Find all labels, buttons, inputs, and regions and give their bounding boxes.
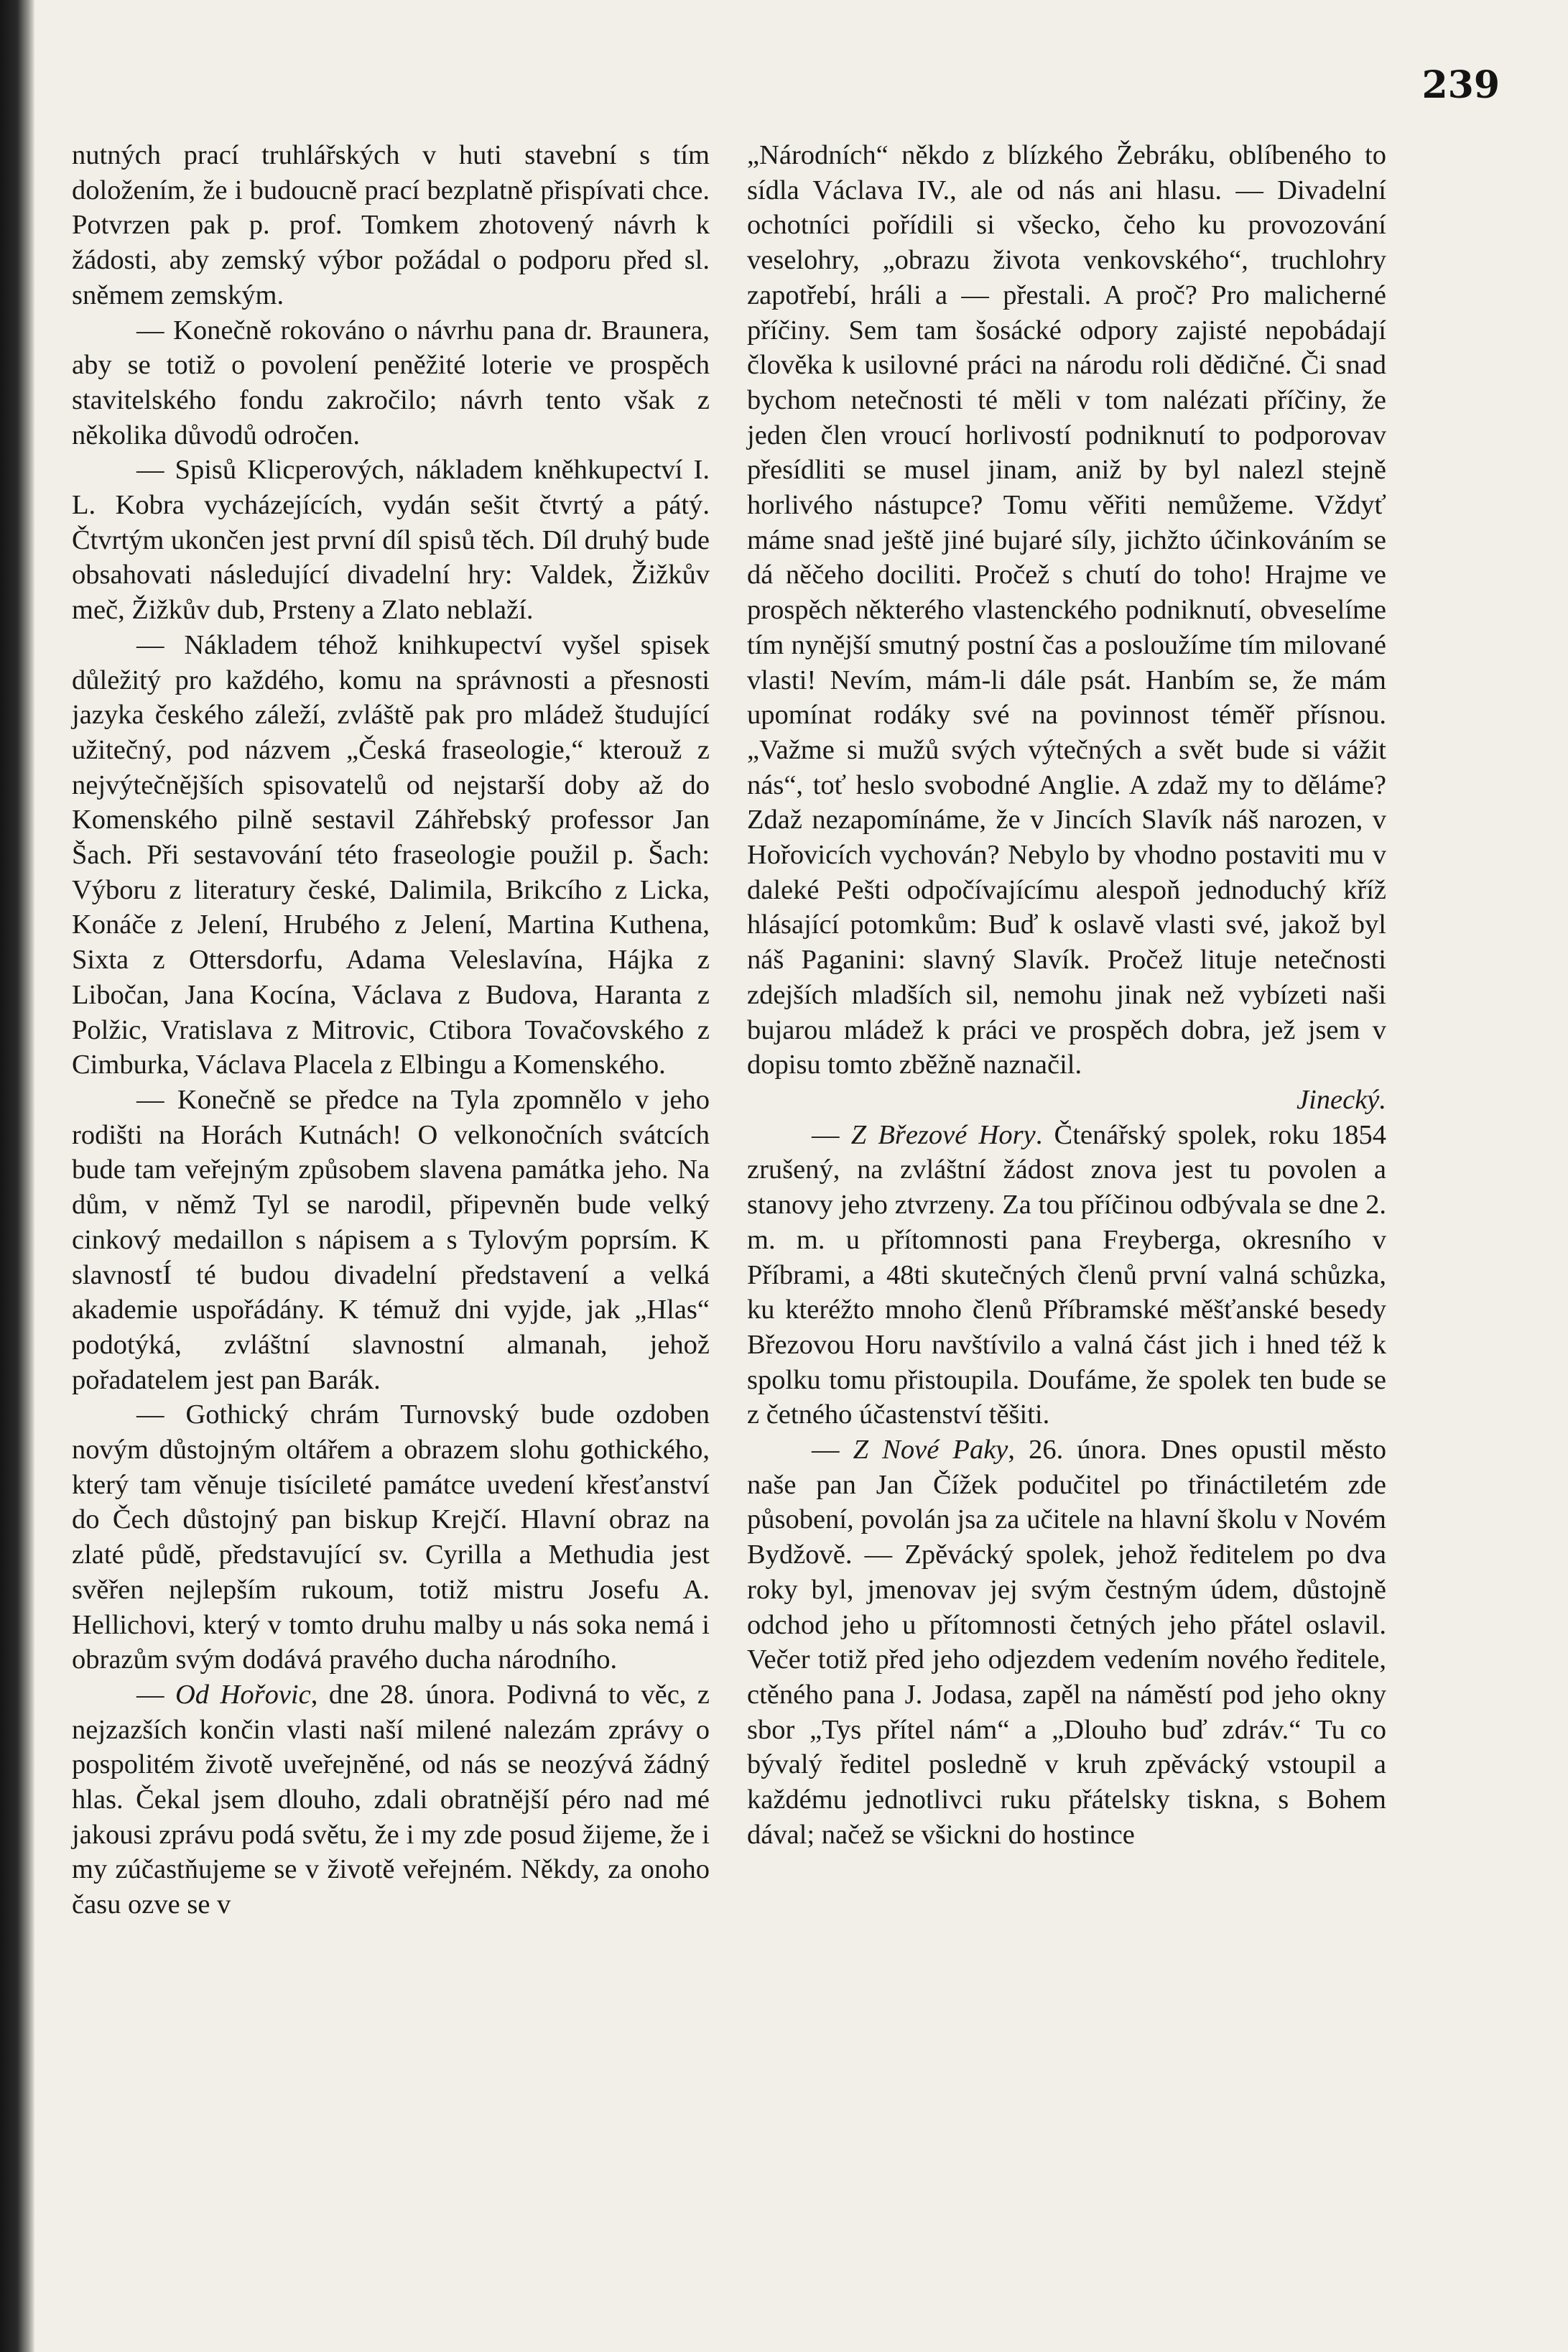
signature: Jinecký.	[1296, 1084, 1386, 1115]
paragraph: — Gothický chrám Turnovský bude ozdoben novým důstojným oltářem a obrazem slohu gothického, který tam věnuje tisícileté památce uvedení křesťanství do Čech důstojný pan biskup Krejčí. Hlavní obraz na zlaté půdě, představující sv. Cyrilla a Methudia jest svěřen nejlepším rukoum, totiž mistru Josefu A. Hellichovi, který v tomto druhu malby u nás soka nemá i obrazům svým dodává pravého ducha národního.	[72, 1399, 710, 1675]
paragraph: — Spisů Klicperových, nákladem kněhkupectví I. L. Kobra vycházejících, vydán sešit čtvrtý a pátý. Čtvrtým ukončen jest první díl spisů těch. Díl druhý bude obsahovati následující divadelní hry: Valdek, Žižkův meč, Žižkův dub, Prsteny a Zlato neblaží.	[72, 455, 710, 626]
paragraph: — Konečně se předce na Tyla zpomnělo v jeho rodišti na Horách Kutnách! O velkonočních svátcích bude tam veřejným způsobem slavena památka jeho. Na dům, v němž Tyl se narodil, připevněn bude velký cinkový medaillon s nápisem a s Tylovým poprsím. K slavnostÍ té budou divadelní představení a velká akademie uspořádány. K témuž dni vyjde, jak „Hlas“ podotýká, zvláštní slavnostní almanah, jehož pořadatelem jest pan Barák.	[72, 1084, 710, 1395]
place-name: Z Nové Paky	[853, 1435, 1008, 1466]
paragraph-body: , dne 28. února. Podivná to věc, z nejzazších končin vlasti naší milené nalezám zprávy o pospolitém životě uveřejněné, od nás se neozývá žádný hlas. Čekal jsem dlouho, zdali obratnější péro nad mé jakousi zprávu podá světu, že i my zde posud žijeme, že i my zúčastňujeme se v životě veřejném. Někdy, za onoho času ozve se v	[72, 1679, 710, 1920]
place-name: Z Březové Hory	[850, 1119, 1036, 1150]
paragraph-horovice	[72, 1677, 710, 1922]
place-name: Od Hořovic	[175, 1679, 311, 1710]
paragraph: „Národních“ někdo z blízkého Žebráku, oblíbeného to sídla Václava IV., ale od nás ani hlasu. — Divadelní ochotníci pořídili si všecko, čeho ku provozování veselohry, „obrazu života venkovského“, truchlohry zapotřebí, hráli a — přestali. A proč? Pro malicherné příčiny. Sem tam šosácké odpory zajisté nepobádají člověka k usilovné práci na národu roli dědičné. Či snad bychom netečnosti té měli v tom nalézati příčiny, že jeden člen vroucí horlivostí podniknutí to podporovav přesídliti se musel jinam, aniž by byl nalezl stejně horlivého nástupce? Tomu věřiti nemůžeme. Vždyť máme snad ještě jiné bujaré síly, jichžto účinkováním se dá něčeho dociliti. Pročež s chutí do toho! Hrajme ve prospěch některého vlastenckého podniknutí, obveselíme tím nynější smutný postní čas a posloužíme tím milované vlasti! Nevím, mám-li dále psát. Hanbím se, že mám upomínat rodáky své na povinnost téměř přísnou. „Važme si mužů svých výtečných a svět bude si vážit nás“, toť heslo svobodné Anglie. A zdaž my to děláme? Zdaž nezapomínáme, že v Jincích Slavík náš narozen, v Hořovicích vychován? Nebylo by vhodno postaviti mu v daleké Pešti odpočívajícímu alespoň jednoduchý kříž hlásající potomkům: Buď k oslavě vlasti své, jakož byl náš Paganini: slavný Slavík. Pročež lituje netečnosti zdejších mladších sil, nemohu jinak než vybízeti naši bujarou mládež k práci ve prospěch dobra, jež jsem v dopisu tomto zběžně naznačil.	[747, 140, 1386, 1080]
dash: —	[136, 1679, 175, 1710]
paragraph-body: . Čtenářský spolek, roku 1854 zrušený, na zvláštní žádost znova jest tu povolen a stanovy jeho ztvrzeny. Za tou příčinou odbývala se dne 2. m. m. u přítomnosti pana Freyberga, okresního v Příbrami, a 48ti skutečných členů první valná schůzka, ku kteréžto mnoho členů Příbramské měšťanské besedy Březovou Horu navštívilo a valná část jich i hned též k spolku tomu přistoupila. Doufáme, že spolek ten bude se z četného účastenství těšiti.	[747, 1119, 1386, 1430]
dash: —	[812, 1119, 851, 1150]
page-number: 239	[1421, 63, 1500, 107]
right-column	[747, 138, 1386, 1852]
paragraph-body: , 26. února. Dnes opustil město naše pan Jan Čížek podučitel po třináctiletém zde působení, povolán jsa za učitele na hlavní školu v Novém Bydžově. — Zpěvácký spolek, jehož ředitelem po dva roky byl, jmenovav jej svým čestným údem, důstojně odchod jeho u přítomnosti četných jeho přátel oslavil. Večer totiž před jeho odjezdem vedením nového ředitele, ctěného pana J. Jodasa, zapěl na náměstí pod jeho okny sbor „Tys přítel nám“ a „Dlouho buď zdráv.“ Tu co bývalý ředitel posledně v kruh zpěvácký vstoupil a každému jednotlivci ruku přátelsky tiskna, s Bohem dával; načež se všickni do hostince	[747, 1435, 1386, 1850]
signature-line	[747, 1083, 1386, 1118]
paragraph: — Konečně rokováno o návrhu pana dr. Braunera, aby se totiž o povolení peněžité loterie ve prospěch stavitelského fondu zakročilo; návrh tento však z několika důvodů odročen.	[72, 315, 710, 450]
left-column	[72, 138, 710, 1922]
paragraph: — Nákladem téhož knihkupectví vyšel spisek důležitý pro každého, komu na správnosti a přesnosti jazyka českého záleží, zvláště pak pro mládež študující užitečný, pod názvem „Česká fraseologie,“ kterouž z nejvýtečnějších spisovatelů od nejstarší doby až do Komenského pilně sestavil Záhřebský professor Jan Šach. Při sestavování této fraseologie použil p. Šach: Výboru z literatury české, Dalimila, Brikcího z Licka, Konáče z Jelení, Hrubého z Jelení, Martina Kuthena, Sixta z Ottersdorfu, Adama Veleslavína, Hájka z Libočan, Jana Kocína, Václava z Budova, Haranta z Polžic, Vratislava z Mitrovic, Ctibora Tovačovského z Cimburka, Václava Placela z Elbingu a Komenského.	[72, 629, 710, 1080]
paragraph-nova-paka	[747, 1432, 1386, 1852]
book-spine-shadow	[0, 0, 34, 2352]
dash: —	[812, 1435, 853, 1466]
paragraph: nutných prací truhlářských v huti stavební s tím doložením, že i budoucně prací bezplatně přispívati chce. Potvrzen pak p. prof. Tomkem zhotovený návrh k žádosti, aby zemský výbor požádal o podporu před sl. sněmem zemským.	[72, 140, 710, 310]
paragraph-brezova-hora	[747, 1118, 1386, 1432]
